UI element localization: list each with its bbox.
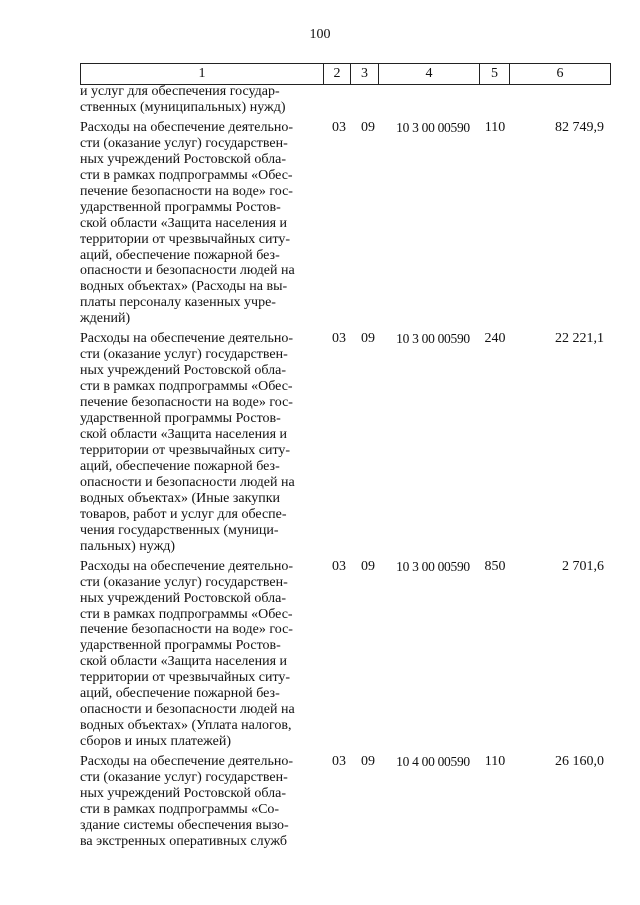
table-row (80, 754, 610, 850)
description-line: сти (оказание услуг) государствен- (80, 347, 288, 363)
description-line: опасности и безопасности людей на (80, 702, 295, 718)
description-line: печение безопасности на воде» гос- (80, 622, 293, 638)
cell-c5: 110 (484, 119, 506, 135)
description-line: чения государственных (муници- (80, 522, 279, 538)
description-line: ской области «Защита населения и (80, 427, 288, 443)
description-line: и услуг для обеспечения государ- (80, 84, 280, 99)
cell-c4: 10 3 00 00590 (396, 558, 470, 574)
description-line: сти в рамках подпрограммы «Обес- (80, 379, 293, 395)
description-line: территории от чрезвычайных ситу- (80, 231, 291, 247)
cell-c5: 240 (484, 331, 506, 347)
table-row (80, 559, 610, 750)
description-line: ждений) (80, 311, 131, 327)
column-header-4: 4 (379, 64, 480, 85)
description-line: опасности и безопасности людей на (80, 474, 295, 490)
description-line: печение безопасности на воде» гос- (80, 183, 293, 199)
cell-c5: 110 (484, 754, 506, 770)
row-description (80, 754, 318, 850)
description-line: сти (оказание услуг) государствен- (80, 770, 288, 786)
cell-c3: 09 (361, 754, 375, 770)
description-line: аций, обеспечение пожарной без- (80, 247, 280, 263)
description-line: сти в рамках подпрограммы «Обес- (80, 606, 293, 622)
description-line: Расходы на обеспечение деятельно- (80, 558, 293, 574)
description-line: ных учреждений Ростовской обла- (80, 151, 287, 167)
row-description (80, 331, 318, 554)
description-line: пальных) нужд) (80, 538, 176, 554)
description-line: ударственной программы Ростов- (80, 411, 281, 427)
row-description (80, 84, 318, 116)
description-line: ных учреждений Ростовской обла- (80, 363, 287, 379)
cell-c3: 09 (361, 331, 375, 347)
row-description (80, 559, 318, 750)
cell-c6: 82 749,9 (555, 119, 604, 135)
description-line: ственных (муниципальных) нужд) (80, 99, 286, 115)
column-header-1: 1 (81, 64, 324, 85)
description-line: ской области «Защита населения и (80, 215, 288, 231)
cell-c4: 10 4 00 00590 (396, 754, 470, 770)
description-line: товаров, работ и услуг для обеспе- (80, 506, 287, 522)
page-number: 100 (309, 27, 331, 42)
description-line: ных учреждений Ростовской обла- (80, 590, 287, 606)
description-line: ударственной программы Ростов- (80, 638, 281, 654)
table-row (80, 120, 610, 327)
description-line: Расходы на обеспечение деятельно- (80, 331, 293, 347)
description-line: водных объектах» (Расходы на вы- (80, 279, 288, 295)
description-line: ударственной программы Ростов- (80, 199, 281, 215)
column-header-6: 6 (510, 64, 611, 85)
row-description (80, 120, 318, 327)
description-line: Расходы на обеспечение деятельно- (80, 119, 293, 135)
description-line: платы персоналу казенных учре- (80, 295, 276, 311)
cell-c3: 09 (361, 119, 375, 135)
cell-c4: 10 3 00 00590 (396, 119, 470, 135)
description-line: аций, обеспечение пожарной без- (80, 458, 280, 474)
cell-c2: 03 (332, 119, 346, 135)
description-line: Расходы на обеспечение деятельно- (80, 754, 293, 770)
cell-c6: 26 160,0 (555, 754, 604, 770)
cell-c2: 03 (332, 558, 346, 574)
table-row (80, 84, 610, 116)
description-line: ской области «Защита населения и (80, 654, 288, 670)
description-line: сти в рамках подпрограммы «Обес- (80, 167, 293, 183)
cell-c2: 03 (332, 331, 346, 347)
column-header-2: 2 (324, 64, 351, 85)
table-body (80, 84, 610, 854)
cell-c5: 850 (484, 558, 506, 574)
table-row (80, 331, 610, 554)
description-line: сти (оказание услуг) государствен- (80, 135, 288, 151)
cell-c4: 10 3 00 00590 (396, 331, 470, 347)
table-header (80, 63, 611, 85)
description-line: аций, обеспечение пожарной без- (80, 686, 280, 702)
description-line: ных учреждений Ростовской обла- (80, 785, 287, 801)
description-line: водных объектах» (Уплата налогов, (80, 718, 292, 734)
description-line: территории от чрезвычайных ситу- (80, 670, 291, 686)
column-header-3: 3 (351, 64, 379, 85)
cell-c6: 2 701,6 (562, 558, 604, 574)
description-line: сти (оказание услуг) государствен- (80, 574, 288, 590)
description-line: территории от чрезвычайных ситу- (80, 442, 291, 458)
description-line: здание системы обеспечения вызо- (80, 817, 289, 833)
description-line: сборов и иных платежей) (80, 734, 232, 750)
description-line: опасности и безопасности людей на (80, 263, 295, 279)
description-line: сти в рамках подпрограммы «Со- (80, 801, 280, 817)
description-line: печение безопасности на воде» гос- (80, 395, 293, 411)
cell-c2: 03 (332, 754, 346, 770)
column-header-5: 5 (480, 64, 510, 85)
description-line: ва экстренных оперативных служб (80, 833, 288, 849)
description-line: водных объектах» (Иные закупки (80, 490, 280, 506)
cell-c6: 22 221,1 (555, 331, 604, 347)
cell-c3: 09 (361, 558, 375, 574)
